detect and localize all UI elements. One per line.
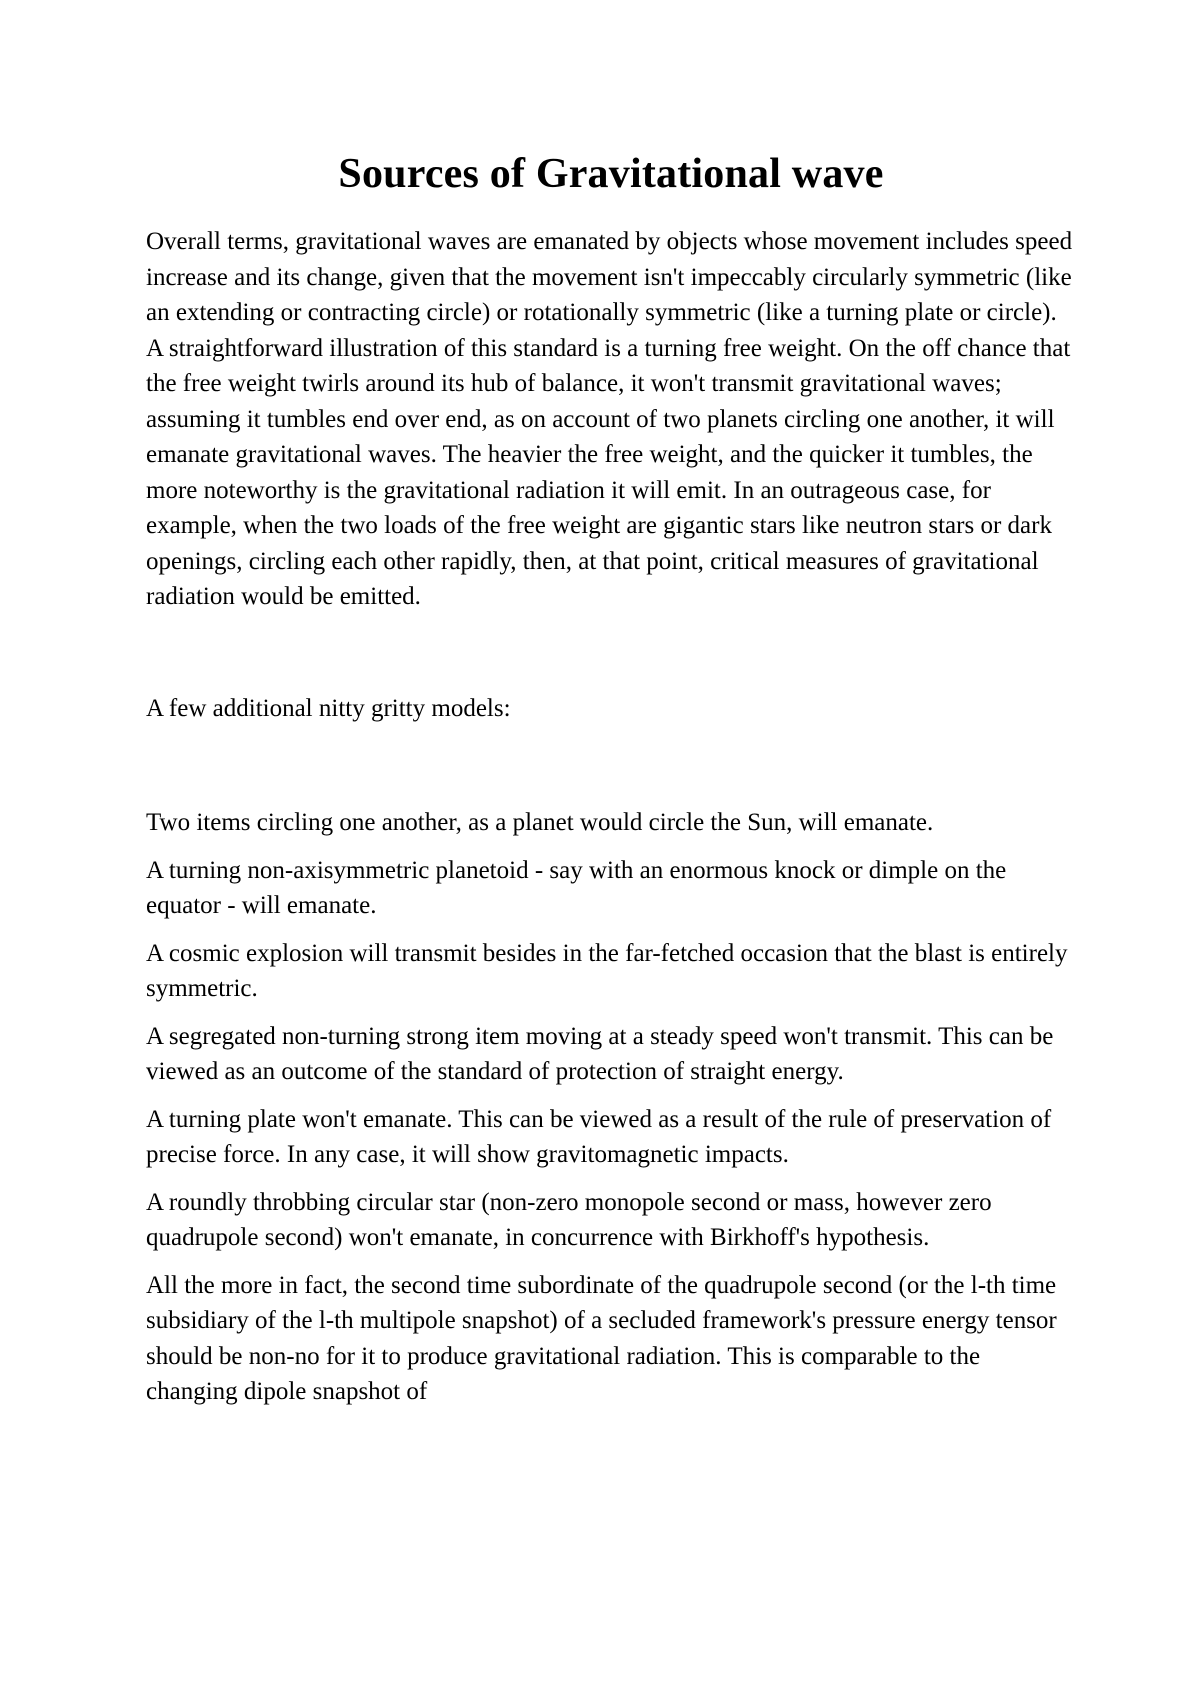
models-subheading: A few additional nitty gritty models:: [146, 694, 511, 722]
model-paragraph: A roundly throbbing circular star (non-zero monopole second or mass, however zero quadrupole second) won't emanate, in concurrence with Birkhoff's hypothesis.: [146, 1188, 992, 1251]
model-paragraph: A cosmic explosion will transmit besides in the far-fetched occasion that the blast is entirely symmetric.: [146, 939, 1068, 1002]
model-paragraph: A turning non-axisymmetric planetoid - say with an enormous knock or dimple on the equator - will emanate.: [146, 856, 1007, 919]
document-body: [146, 148, 1076, 1422]
model-paragraph: A turning plate won't emanate. This can be viewed as a result of the rule of preservation of precise force. In any case, it will show gravitomagnetic impacts.: [146, 1105, 1052, 1168]
model-paragraph: A segregated non-turning strong item moving at a steady speed won't transmit. This can be viewed as an outcome of the standard of protection of straight energy.: [146, 1022, 1054, 1085]
intro-paragraph: Overall terms, gravitational waves are emanated by objects whose movement includes speed increase and its change, given that the movement isn't impeccably circularly symmetric (like an extending or contracting circle) or rotationally symmetric (like a turning plate or circle). A straightforward illustration of this standard is a turning free weight. On the off chance that the free weight twirls around its hub of balance, it won't transmit gravitational waves; assuming it tumbles end over end, as on account of two planets circling one another, it will emanate gravitational waves. The heavier the free weight, and the quicker it tumbles, the more noteworthy is the gravitational radiation it will emit. In an outrageous case, for example, when the two loads of the free weight are gigantic stars like neutron stars or dark openings, circling each other rapidly, then, at that point, critical measures of gravitational radiation would be emitted.: [146, 228, 1073, 610]
model-paragraph: Two items circling one another, as a planet would circle the Sun, will emanate.: [146, 809, 934, 836]
page-title: Sources of Gravitational wave: [338, 151, 884, 197]
model-paragraph: All the more in fact, the second time subordinate of the quadrupole second (or the l-th time subsidiary of the l-th multipole snapshot) of a secluded framework's pressure energy tensor should be non-no for it to produce gravitational radiation. This is comparable to the changing dipole snapshot of: [146, 1271, 1057, 1405]
